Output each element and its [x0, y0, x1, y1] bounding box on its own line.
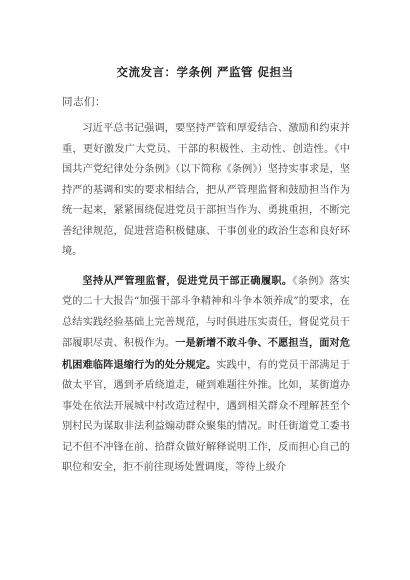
paragraph-2 — [62, 271, 350, 479]
paragraph-1: 习近平总书记强调，要坚持严管和厚爱结合、激励和约束并重，更好激发广大党员、干部的积极性、主动性、创造性。《中国共产党纪律处分条例》（以下简称《条例》）坚持实事求是，坚持严的基调和实的要求相结合，把从严管理监督和鼓励担当作为统一起来，紧紧围绕促进党员干部担当作为、勇挑重担，不断完善纪律规范，促进营造积极健康、干事创业的政治生态和良好环境。 — [62, 123, 350, 257]
paragraph-2-text-2: 实践中，有的党员干部满足于做太平官，遇到矛盾绕道走，碰到难题往外推。比如，某街道办事处在依法开展城中村改造过程中，遇到相关群众不理解甚至个别村民为谋取非法利益煽动群众聚集的情况。时任街道党工委书记不但不冲锋在前、拾群众做好解释说明工作，反而担心自己的职位和安全，拒不前往现场处置调度，等待上级介 — [62, 359, 351, 473]
greeting: 同志们： — [62, 96, 106, 108]
document-body — [62, 119, 350, 479]
paragraph-2-emphasis: 一是新增不敢斗争、不愿担当，面对危机困难临阵退缩行为的处分规定。 — [62, 337, 351, 371]
paragraph-2-text-1: 《条例》落实党的二十大报告“加强干部斗争精神和斗争本领养成”的要求，在总结实践经验基础上完善规范，与时俱进压实责任，督促党员干部履职尽责、积极作为。 — [62, 275, 350, 349]
document-title: 交流发言：学条例 严监管 促担当 — [116, 65, 294, 79]
paragraph-2-lead: 坚持从严管理监督，促进党员干部正确履职。 — [82, 274, 293, 287]
